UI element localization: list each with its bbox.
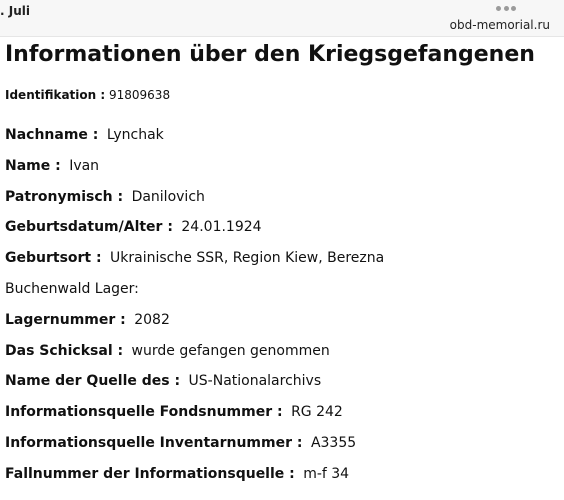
browser-top-bar <box>0 0 564 37</box>
field-list <box>5 125 560 484</box>
field-value: 24.01.1924 <box>181 219 262 236</box>
field-label: Fallnummer der Informationsquelle : <box>5 465 295 482</box>
identification-row <box>5 87 560 103</box>
field-value: RG 242 <box>291 404 343 421</box>
ellipsis-icon[interactable] <box>496 5 516 11</box>
field-label: Geburtsdatum/Alter : <box>5 219 173 236</box>
field-value: US-Nationalarchivs <box>188 373 322 390</box>
field-row-name <box>5 156 560 176</box>
field-value: Lynchak <box>106 127 164 143</box>
field-value: m-f 34 <box>303 465 350 482</box>
identification-label: Identifikation : <box>5 88 106 102</box>
field-row-patronymic <box>5 187 560 207</box>
field-label: Lagernummer : <box>5 311 126 328</box>
record-content <box>5 40 560 495</box>
field-label: Buchenwald Lager: <box>5 280 139 297</box>
field-label: Das Schicksal : <box>5 342 124 359</box>
field-label: Name : <box>5 157 61 174</box>
field-value: A3355 <box>310 434 357 451</box>
field-value: Danilovich <box>131 188 205 205</box>
identification-value: 91809638 <box>109 88 171 102</box>
status-date: . Juli <box>0 4 30 18</box>
field-label: Informationsquelle Inventarnummer : <box>5 434 303 451</box>
field-label: Geburtsort : <box>5 250 102 267</box>
field-row-fate <box>5 341 560 361</box>
field-row-camp-number <box>5 310 560 330</box>
field-value: wurde gefangen genommen <box>131 342 330 359</box>
field-value: 2082 <box>134 311 170 328</box>
field-row-birthplace <box>5 248 560 268</box>
field-row-birthdate <box>5 217 560 237</box>
page-title: Informationen über den Kriegsgefangenen <box>5 42 535 67</box>
field-label: Informationsquelle Fondsnummer : <box>5 404 283 421</box>
field-label: Name der Quelle des : <box>5 373 181 390</box>
field-label: Patronymisch : <box>5 188 124 205</box>
field-row-fond-number <box>5 402 560 422</box>
field-row-inventory-number <box>5 433 560 453</box>
address-domain[interactable]: obd-memorial.ru <box>449 18 550 32</box>
field-row-source-name <box>5 371 560 391</box>
field-value: Ukrainische SSR, Region Kiew, Berezna <box>110 250 385 267</box>
field-label: Nachname : <box>5 127 99 143</box>
field-row-case-number <box>5 464 560 484</box>
field-value: Ivan <box>69 157 100 174</box>
field-row-surname <box>5 125 560 145</box>
field-row-camp <box>5 279 560 299</box>
